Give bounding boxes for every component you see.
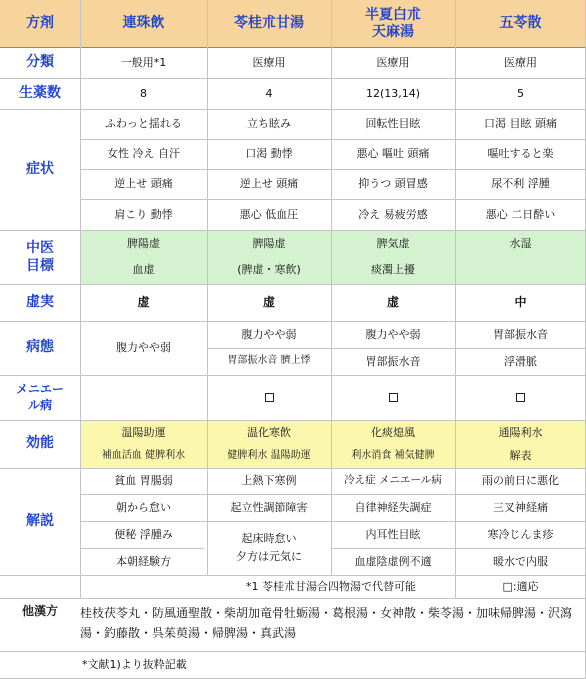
grid-line <box>0 47 586 48</box>
pathology-cell: 胃部振水音 臍上悸 <box>227 355 311 367</box>
commentary-cell: 上熱下寒例 <box>241 474 297 488</box>
symptom-cell: 尿不利 浮腫 <box>491 177 550 191</box>
applicable-checkbox-icon <box>516 393 525 402</box>
applicable-checkbox-icon <box>265 393 274 402</box>
commentary-cell: 起立性調節障害 <box>230 500 308 514</box>
footnote-text: *1 苓桂朮甘湯合四物湯で代替可能 <box>246 579 416 593</box>
others-label: 他漢方 <box>21 603 58 618</box>
symptom-cell: 口渇 目眩 頭痛 <box>484 117 557 131</box>
herb-count-3: 12(13,14) <box>365 86 421 100</box>
pathology-cell: 腹力やや弱 <box>365 327 421 341</box>
symptom-cell: 逆上せ 頭痛 <box>239 177 299 191</box>
symptom-cell: 立ち眩み <box>247 117 291 131</box>
symptom-cell: 抑うつ 頭冒感 <box>358 177 428 191</box>
grid-line <box>80 139 586 140</box>
others-text: 桂枝茯苓丸・防風通聖散・柴胡加竜骨牡蛎湯・葛根湯・女神散・柴苓湯・加味帰脾湯・沢瀉湯・釣藤散・呉茱萸湯・帰脾湯・真武湯 <box>80 606 573 640</box>
effect-cell: 利水消食 補気健脾 <box>351 449 435 461</box>
tcm-cell: (脾虚・寒飲) <box>237 263 301 277</box>
tcm-cell: 脾気虚 <box>376 237 410 251</box>
classification-3: 医療用 <box>376 55 410 69</box>
grid-line <box>80 494 586 495</box>
tcm-cell: 脾陽虚 <box>127 237 160 251</box>
commentary-cell: 本朝経験方 <box>116 554 171 568</box>
effect-cell: 温陽助運 <box>121 426 166 440</box>
symptom-cell: 悪心 二日酔い <box>485 207 556 221</box>
grid-line <box>331 548 586 549</box>
pathology-cell: 腹力やや弱 <box>241 327 297 341</box>
pathology-cell: 浮滑脈 <box>504 354 537 368</box>
commentary-cell: 雨の前日に悪化 <box>482 474 559 488</box>
tcm-cell: 脾陽虚 <box>252 237 286 251</box>
symptom-cell: ふわっと揺れる <box>105 117 182 131</box>
herb-count-label: 生薬数 <box>19 84 61 101</box>
grid-line <box>0 109 586 110</box>
grid-line <box>80 548 204 549</box>
commentary-cell: 血虚陰虚例不適 <box>354 554 432 568</box>
meniere-cell <box>80 375 207 420</box>
legend-text: □:適応 <box>502 579 539 593</box>
tcm-cell: 水湿 <box>509 237 532 251</box>
grid-line <box>80 0 81 598</box>
grid-line <box>331 0 332 575</box>
effect-cell: 温化寒飲 <box>247 426 291 440</box>
deficiency-cell: 虚 <box>262 295 275 309</box>
commentary-cell: 起床時怠い 夕方は元気に <box>236 532 302 563</box>
tcm-cell: 血虚 <box>132 263 155 277</box>
commentary-cell: 自律神経失調症 <box>354 500 432 514</box>
symptom-cell: 悪心 嘔吐 頭痛 <box>356 147 430 161</box>
tcm-label: 中医 目標 <box>26 239 54 274</box>
deficiency-cell: 虚 <box>137 295 150 309</box>
tcm-cell <box>455 258 586 282</box>
grid-line <box>80 521 586 522</box>
grid-line <box>0 375 586 376</box>
classification-4: 医療用 <box>504 55 537 69</box>
deficiency-cell: 虚 <box>386 295 399 309</box>
symptom-cell: 悪心 低血圧 <box>239 207 299 221</box>
header-drug-4: 五苓散 <box>455 0 586 47</box>
grid-line <box>0 468 586 469</box>
source-note: *文献1)より抜粋記載 <box>82 658 187 672</box>
grid-line <box>0 230 586 231</box>
header-drug-1: 連珠飲 <box>80 0 207 47</box>
grid-line <box>80 169 586 170</box>
commentary-cell: 内耳性目眩 <box>365 527 421 541</box>
grid-line <box>0 284 586 285</box>
commentary-cell: 暖水で内服 <box>493 554 548 568</box>
herb-count-2: 4 <box>265 86 273 100</box>
deficiency-cell: 中 <box>514 295 527 309</box>
tcm-cell: 痰濁上擾 <box>371 263 415 277</box>
herb-count-1: 8 <box>140 86 147 100</box>
meniere-cell <box>207 375 331 420</box>
meniere-label: メニエー ル病 <box>15 381 64 412</box>
pathology-cell: 腹力やや弱 <box>116 341 171 355</box>
commentary-cell: 朝から怠い <box>116 500 171 514</box>
commentary-label: 解説 <box>26 512 54 529</box>
effect-label: 効能 <box>26 435 54 452</box>
grid-line <box>0 651 586 652</box>
pathology-cell: 胃部振水音 <box>493 327 548 341</box>
grid-line <box>0 598 586 599</box>
grid-line <box>80 199 586 200</box>
commentary-cell: 寒冷じんま疹 <box>487 527 554 541</box>
grid-line <box>0 420 586 421</box>
grid-line <box>0 321 586 322</box>
applicable-checkbox-icon <box>389 393 398 402</box>
grid-line <box>207 348 586 349</box>
header-label: 方剤 <box>0 0 80 47</box>
symptom-cell: 嘔吐すると楽 <box>487 147 554 161</box>
meniere-cell <box>331 375 455 420</box>
symptom-cell: 肩こり 動悸 <box>114 207 173 221</box>
header-drug-3: 半夏白朮 天麻湯 <box>331 0 455 47</box>
commentary-cell: 便秘 浮腫み <box>114 527 173 541</box>
symptom-cell: 回転性目眩 <box>365 117 421 131</box>
commentary-cell: 三叉神経痛 <box>493 500 548 514</box>
effect-cell: 通陽利水 <box>498 426 543 440</box>
symptom-cell: 冷え 易疲労感 <box>358 207 428 221</box>
commentary-cell: 冷え症 メニエール病 <box>344 474 442 487</box>
deficiency-label: 虚実 <box>26 293 54 310</box>
meniere-cell <box>455 375 586 420</box>
grid-line <box>207 0 208 575</box>
effect-cell: 補血活血 健脾利水 <box>101 449 186 461</box>
grid-line <box>455 0 456 598</box>
pathology-cell: 胃部振水音 <box>365 354 421 368</box>
symptom-cell: 女性 冷え 自汗 <box>107 147 180 161</box>
effect-cell: 健脾利水 温陽助運 <box>227 449 311 461</box>
classification-label: 分類 <box>26 53 54 70</box>
effect-cell: 解表 <box>509 449 532 463</box>
classification-2: 医療用 <box>252 55 286 69</box>
grid-line <box>0 575 586 576</box>
pathology-label: 病態 <box>26 339 54 356</box>
classification-1: 一般用*1 <box>120 55 167 69</box>
header-drug-2: 苓桂朮甘湯 <box>207 0 331 47</box>
grid-line <box>0 78 586 79</box>
symptom-cell: 逆上せ 頭痛 <box>114 177 173 191</box>
commentary-cell: 貧血 胃腸弱 <box>114 474 173 488</box>
symptoms-label: 症状 <box>26 160 54 177</box>
symptom-cell: 口渇 動悸 <box>245 147 293 161</box>
effect-cell: 化痰熄風 <box>371 426 415 440</box>
herb-count-4: 5 <box>517 86 524 100</box>
